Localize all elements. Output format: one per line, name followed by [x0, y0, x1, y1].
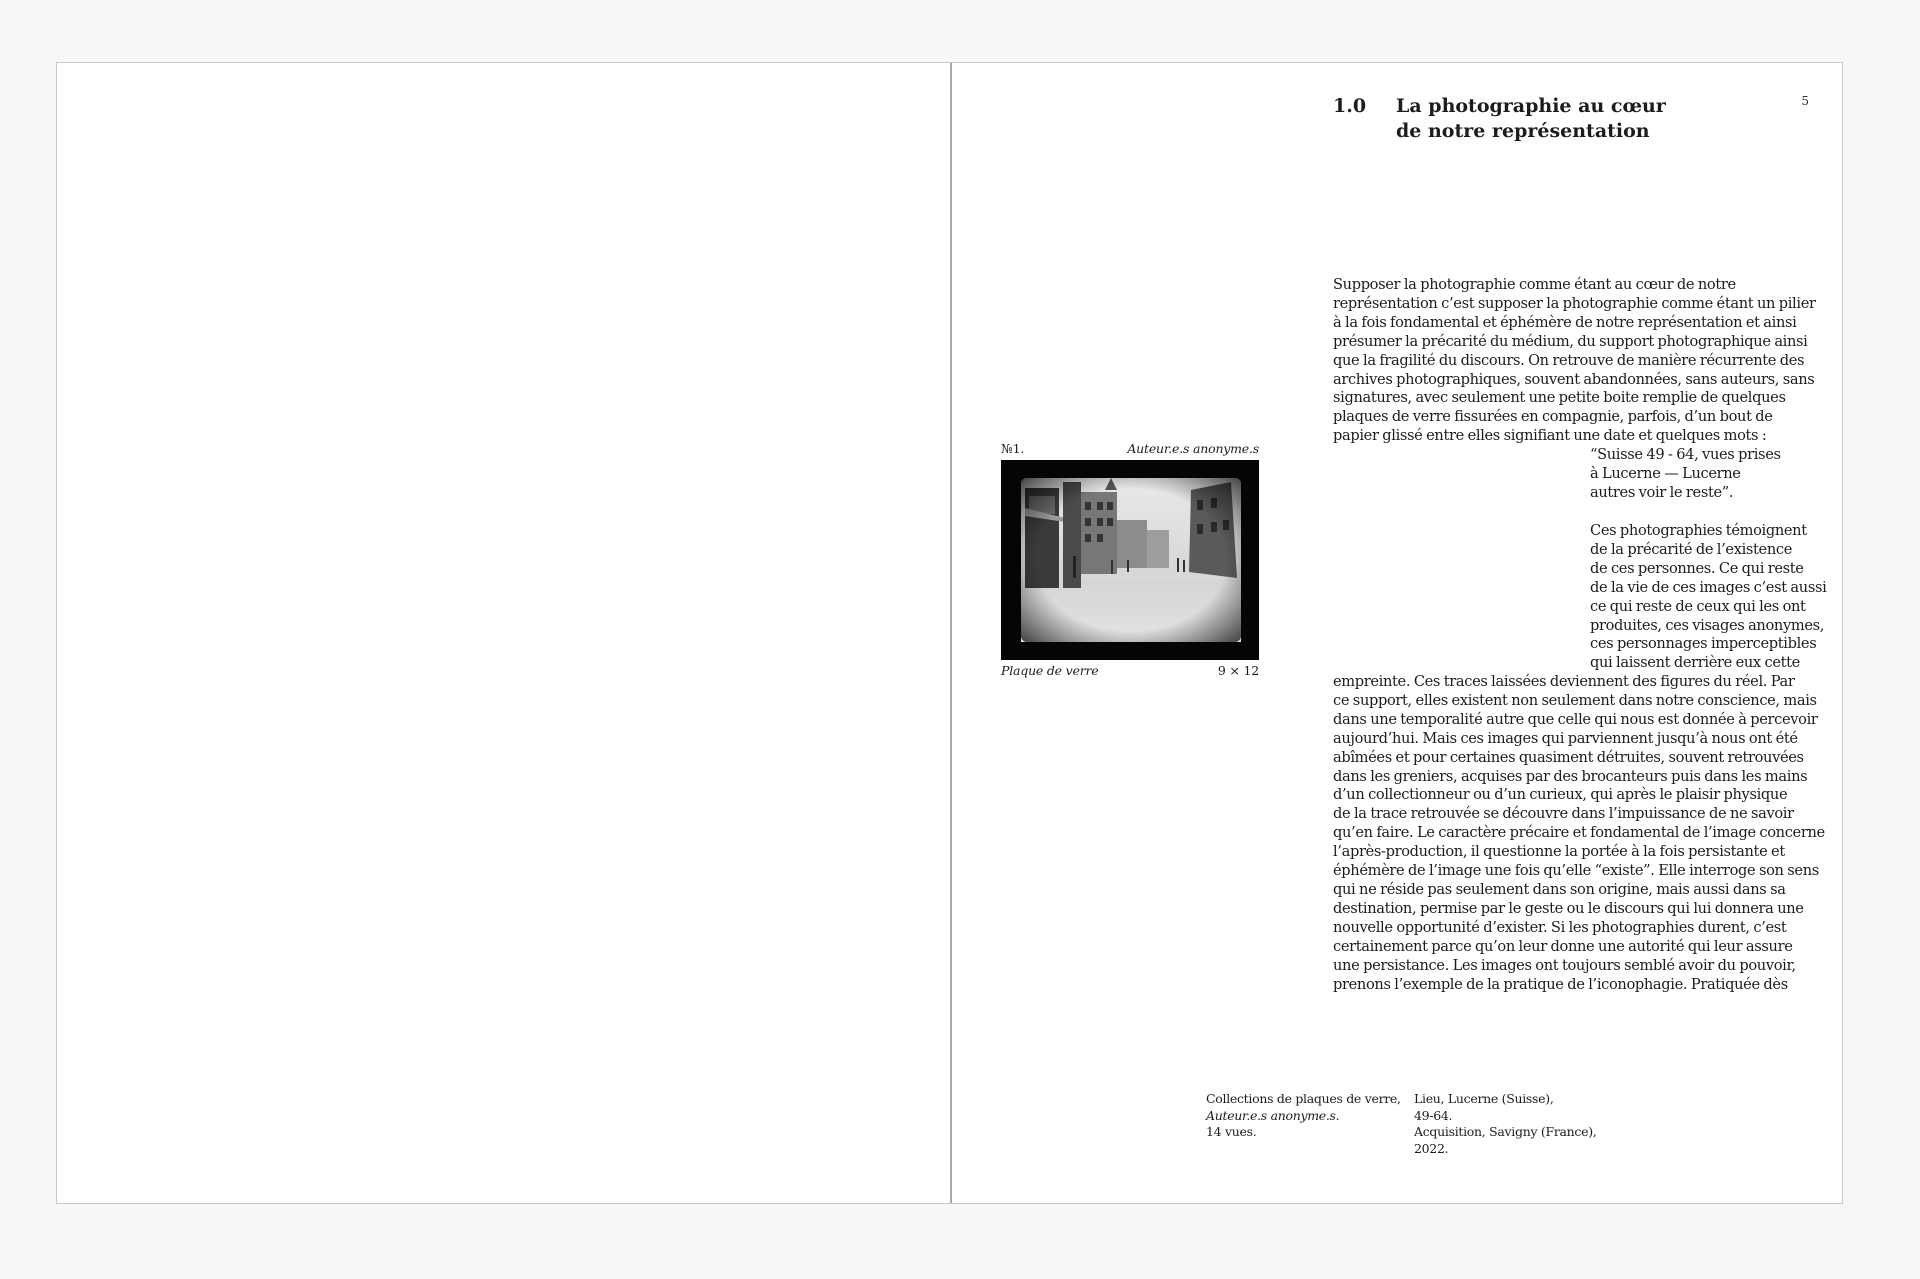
chapter-title-line1: La photographie au cœur	[1396, 95, 1666, 117]
book-spread	[56, 62, 1843, 1204]
caption-left-line1: Collections de plaques de verre,	[1206, 1091, 1401, 1106]
page-number: 5	[1801, 94, 1809, 108]
caption-right-line3: Acquisition, Savigny (France),	[1414, 1124, 1597, 1139]
body-paragraph-2-indented: Ces photographies témoignent de la précarité de l’existence de ces personnes. Ce qui reste de la vie de ces images c’est aussi ce qui reste de ceux qui les ont produites, ces visages anonymes, ces personnages imperceptibles qui laissent derrière eux cette	[1590, 522, 1827, 672]
street-scene-image	[1001, 460, 1259, 660]
chapter-title	[1396, 94, 1736, 144]
figure-author: Auteur.e.s anonyme.s	[1127, 441, 1259, 456]
chapter-number: 1.0	[1333, 95, 1367, 117]
caption-right-line4: 2022.	[1414, 1140, 1449, 1156]
figure-number: №1.	[1001, 441, 1025, 456]
body-paragraph-2-continued: empreinte. Ces traces laissées deviennent des figures du réel. Par ce support, elles existent non seulement dans notre conscience, mais dans une temporalité autre que celle qui nous est donnée à percevoir aujourd’hui. Mais ces images qui parviennent jusqu’à nous ont été abîmées et pour certaines quasiment détruites, souvent retrouvées dans les greniers, acquises par des brocanteurs puis dans les mains d’un collectionneur ou d’un curieux, qui après le plaisir physique de la trace retrouvée se découvre dans l’impuissance de ne savoir qu’en faire. Le caractère précaire et fondamental de l’image concerne l’après-production, il questionne la portée à la fois persistante et éphémère de l’image une fois qu’elle “existe”. Elle interroge son sens qui ne réside pas seulement dans son origine, mais aussi dans sa destination, permise par le geste ou le discours qui lui donnera une nouvelle opportunité d’exister. Si les photographies durent, c’est certainement parce qu’on leur donne une autorité qui leur assure une persistance. Les images ont toujours semblé avoir du pouvoir, prenons l’exemple de la pratique de l’iconophagie. Pratiquée dès	[1333, 673, 1825, 993]
figure-medium: Plaque de verre	[1001, 663, 1099, 678]
body-paragraph-1: Supposer la photographie comme étant au cœur de notre représentation c’est supposer la photographie comme étant un pilier à la fois fondamental et éphémère de notre représentation et ainsi présumer la précarité du médium, du support photographique ainsi que la fragilité du discours. On retrouve de manière récurrente des archives photographiques, souvent abandonnées, sans auteurs, sans signatures, avec seulement une petite boite remplie de quelques plaques de verre fissurées en compagnie, parfois, d’un bout de papier glissé entre elles signifiant une date et quelques mots :	[1333, 276, 1816, 445]
right-page	[952, 63, 1842, 1203]
caption-left-line2: Auteur.e.s anonyme.s.	[1206, 1107, 1340, 1123]
figure-dimensions: 9 × 12	[1217, 663, 1259, 678]
figure-header	[1001, 441, 1259, 456]
caption-right-line2: 49-64.	[1414, 1107, 1453, 1123]
left-page-blank	[57, 63, 950, 1203]
figure-footer	[1001, 663, 1259, 678]
glass-plate-photo	[1001, 460, 1259, 660]
caption-right-line1: Lieu, Lucerne (Suisse),	[1414, 1091, 1554, 1106]
chapter-title-line2: de notre représentation	[1396, 120, 1650, 142]
caption-left-line3: 14 vues.	[1206, 1124, 1257, 1139]
collection-caption	[1206, 1091, 1406, 1141]
quoted-note: “Suisse 49 - 64, vues prises à Lucerne — Lucerne autres voir le reste”.	[1590, 446, 1781, 501]
location-caption	[1414, 1091, 1654, 1157]
